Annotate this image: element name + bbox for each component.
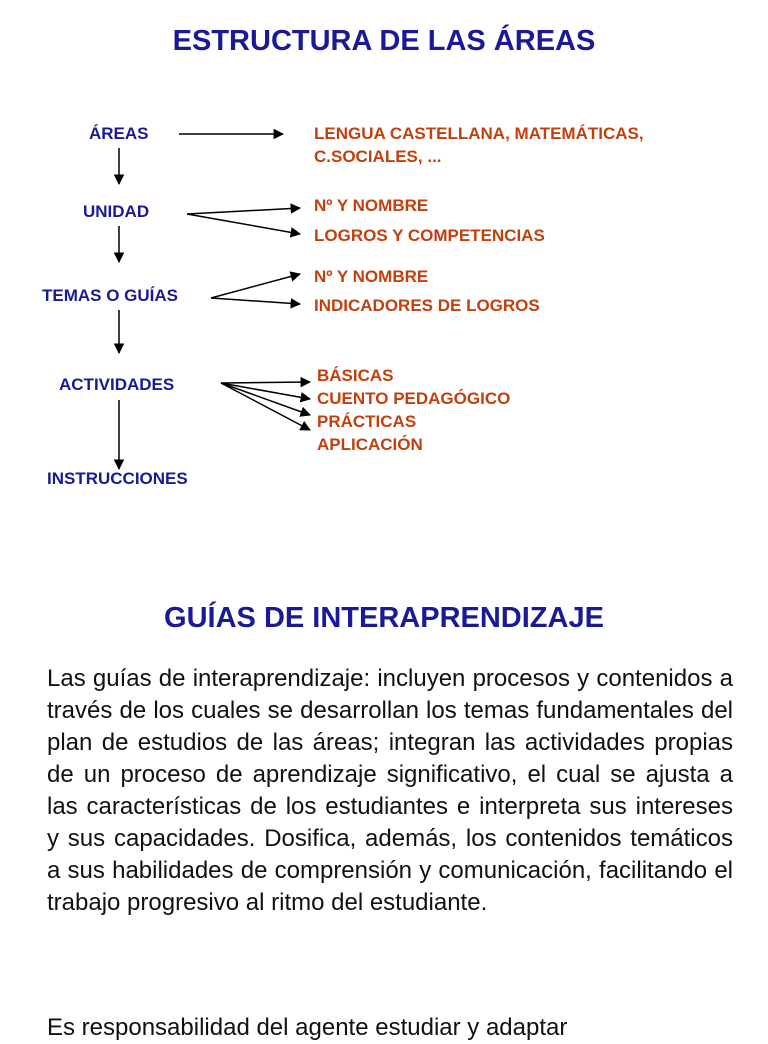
- level-unidad: UNIDAD: [83, 202, 150, 221]
- arrow-act-4: [221, 383, 310, 430]
- level-instrucciones: INSTRUCCIONES: [47, 469, 188, 488]
- level-actividades: ACTIVIDADES: [59, 375, 175, 394]
- arrow-temas-1: [211, 274, 300, 298]
- target-areas-line2: C.SOCIALES, ...: [314, 147, 442, 166]
- target-temas-1: Nº Y NOMBRE: [314, 267, 429, 286]
- structure-title: ESTRUCTURA DE LAS ÁREAS: [172, 25, 596, 57]
- arrow-act-1: [221, 382, 310, 383]
- arrow-unidad-2: [187, 214, 300, 234]
- arrow-unidad-1: [187, 208, 300, 214]
- target-act-3: PRÁCTICAS: [317, 412, 417, 431]
- target-areas-line1: LENGUA CASTELLANA, MATEMÁTICAS,: [314, 124, 644, 143]
- target-act-2: CUENTO PEDAGÓGICO: [317, 389, 511, 408]
- target-act-1: BÁSICAS: [317, 366, 394, 385]
- level-areas: ÁREAS: [89, 124, 149, 143]
- target-unidad-2: LOGROS Y COMPETENCIAS: [314, 226, 545, 245]
- level-temas: TEMAS O GUÍAS: [42, 286, 179, 305]
- target-temas-2: INDICADORES DE LOGROS: [314, 296, 540, 315]
- target-unidad-1: Nº Y NOMBRE: [314, 196, 429, 215]
- guides-title: GUÍAS DE INTERAPRENDIZAJE: [164, 602, 604, 634]
- arrow-act-2: [221, 383, 310, 399]
- body-paragraph-cut: Es responsabilidad del agente estudiar y adaptar: [47, 1014, 568, 1041]
- arrow-act-3: [221, 383, 310, 415]
- body-paragraph: Las guías de interaprendizaje: incluyen procesos y contenidos a través de los cuales se desarrollan los temas fundamentales del plan de estudios de las áreas; integran las actividades propias de un proceso de aprendizaje significativo, el cual se ajusta a las características de los estudiantes e interpreta sus intereses y sus capacidades. Dosifica, además, los contenidos temáticos a sus habilidades de comprensión y comunicación, facilitando el trabajo progresivo al ritmo del estudiante.: [47, 665, 733, 916]
- target-act-4: APLICACIÓN: [317, 435, 423, 454]
- arrow-temas-2: [211, 298, 300, 304]
